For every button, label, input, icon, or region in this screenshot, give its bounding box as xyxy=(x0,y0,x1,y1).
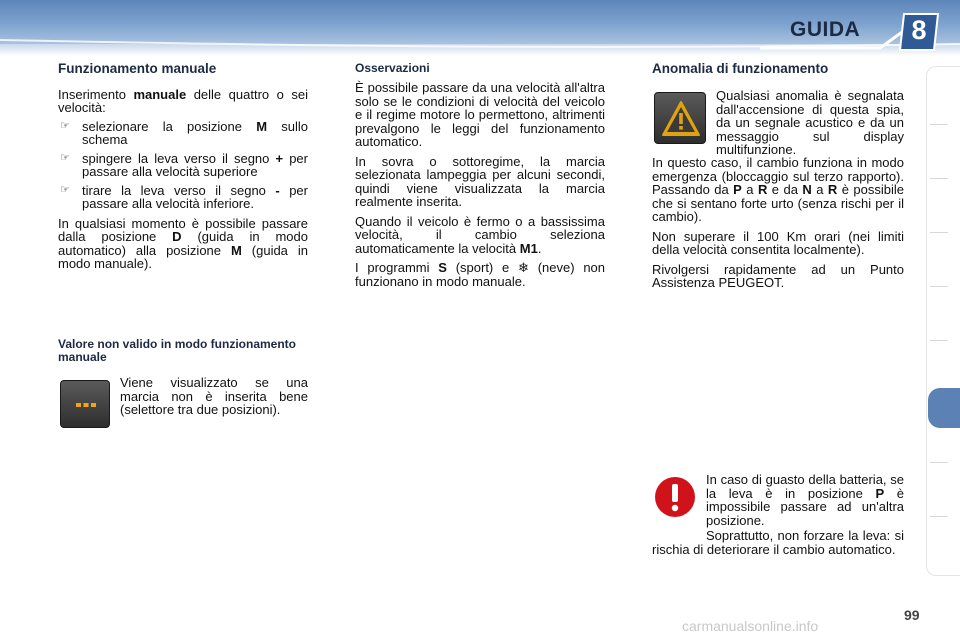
tab-divider xyxy=(930,516,948,517)
hand-pointer-icon: ☞ xyxy=(60,183,70,196)
manual-intro: Inserimento manuale delle quattro o sei velocità: xyxy=(58,86,308,115)
warning-triangle-icon xyxy=(654,92,706,144)
hand-pointer-icon: ☞ xyxy=(60,119,70,132)
tab-chapter-active[interactable] xyxy=(928,388,960,428)
tab-divider xyxy=(930,286,948,287)
exclamation-alert-icon xyxy=(654,476,696,518)
dashes-indicator-icon xyxy=(60,380,110,428)
section-heading-manual: Funzionamento manuale xyxy=(58,61,217,76)
malfunction-paragraph-1: Qualsiasi anomalia è segnalata dall'accensione di questa spia, da un segnale acustico e da un messaggio sul display multifunzione. xyxy=(716,88,904,157)
middle-column xyxy=(355,62,605,288)
chapter-number-badge xyxy=(898,12,940,52)
malfunction-intro-block xyxy=(716,89,904,157)
malfunction-body xyxy=(652,152,904,290)
invalid-value-section xyxy=(58,338,308,364)
malfunction-paragraph-4: Rivolgersi rapidamente ad un Punto Assistenza PEUGEOT. xyxy=(652,261,904,290)
manual-position-paragraph: In qualsiasi momento è possibile passare dalla posizione D (guida in modo automatico) alla posizione M (guida in modo manuale). xyxy=(58,215,308,271)
battery-alert-top xyxy=(706,473,904,527)
observation-paragraph-2: In sovra o sottoregime, la marcia selezionata lampeggia per alcuni secondi, quindi viene visualizzata la marcia realmente inserita. xyxy=(355,153,605,209)
page-number: 99 xyxy=(904,607,920,623)
watermark-text: carmanualsonline.info xyxy=(682,618,819,634)
observation-paragraph-4: I programmi S (sport) e ❄ (neve) non funzionano in modo manuale. xyxy=(355,260,606,289)
tab-divider xyxy=(930,340,948,341)
invalid-value-text: Viene visualizzato se una marcia non è inserita bene (selettore tra due posizioni). xyxy=(120,375,308,417)
invalid-value-text-block xyxy=(120,376,308,417)
tab-divider xyxy=(930,462,948,463)
right-column-heading-block xyxy=(652,62,904,76)
tab-divider xyxy=(930,124,948,125)
malfunction-paragraph-2: In questo caso, il cambio funziona in modo emergenza (bloccaggio sul terzo rapporto). Passando da P a R e da N a R è possibile che si sentano forte urto (senza rischi per il cambio). xyxy=(652,155,904,224)
battery-alert-bottom xyxy=(652,529,904,556)
tab-divider xyxy=(930,232,948,233)
chapter-title: GUIDA xyxy=(790,18,861,41)
observation-paragraph-1: È possibile passare da una velocità all'altra solo se le condizioni di velocità del veicolo e il regime motore lo permettono, altrimenti prevalgono le leggi del funzionamento automatico. xyxy=(355,80,605,149)
battery-alert-paragraph-2: Soprattutto, non forzare la leva: si rischia di deteriorare il cambio automatico. xyxy=(652,528,904,557)
left-column xyxy=(58,62,308,271)
section-heading-malfunction: Anomalia di funzionamento xyxy=(652,61,829,76)
list-item: ☞ tirare la leva verso il segno - per passare alla velocità inferiore. xyxy=(60,182,308,211)
chapter-number: 8 xyxy=(911,15,927,45)
hand-pointer-icon: ☞ xyxy=(60,151,70,164)
battery-alert-paragraph-1: In caso di guasto della batteria, se la leva è in posizione P è impossibile passare ad un'altra posizione. xyxy=(706,472,904,528)
snowflake-icon: ❄ xyxy=(518,260,529,275)
invalid-value-heading: Valore non valido in modo funzionamento manuale xyxy=(58,337,297,364)
observation-paragraph-3: Quando il veicolo è fermo o a bassissima velocità, il cambio seleziona automaticamente la velocità M1. xyxy=(355,213,605,256)
list-item: ☞ spingere la leva verso il segno + per passare alla velocità superiore xyxy=(60,150,308,179)
section-heading-observations: Osservazioni xyxy=(355,61,430,75)
malfunction-paragraph-3: Non superare il 100 Km orari (nei limiti della velocità consentita localmente). xyxy=(652,228,904,257)
list-item: ☞ selezionare la posizione M sullo schema xyxy=(60,118,308,147)
tab-divider xyxy=(930,178,948,179)
chapter-tab-strip xyxy=(926,66,960,576)
